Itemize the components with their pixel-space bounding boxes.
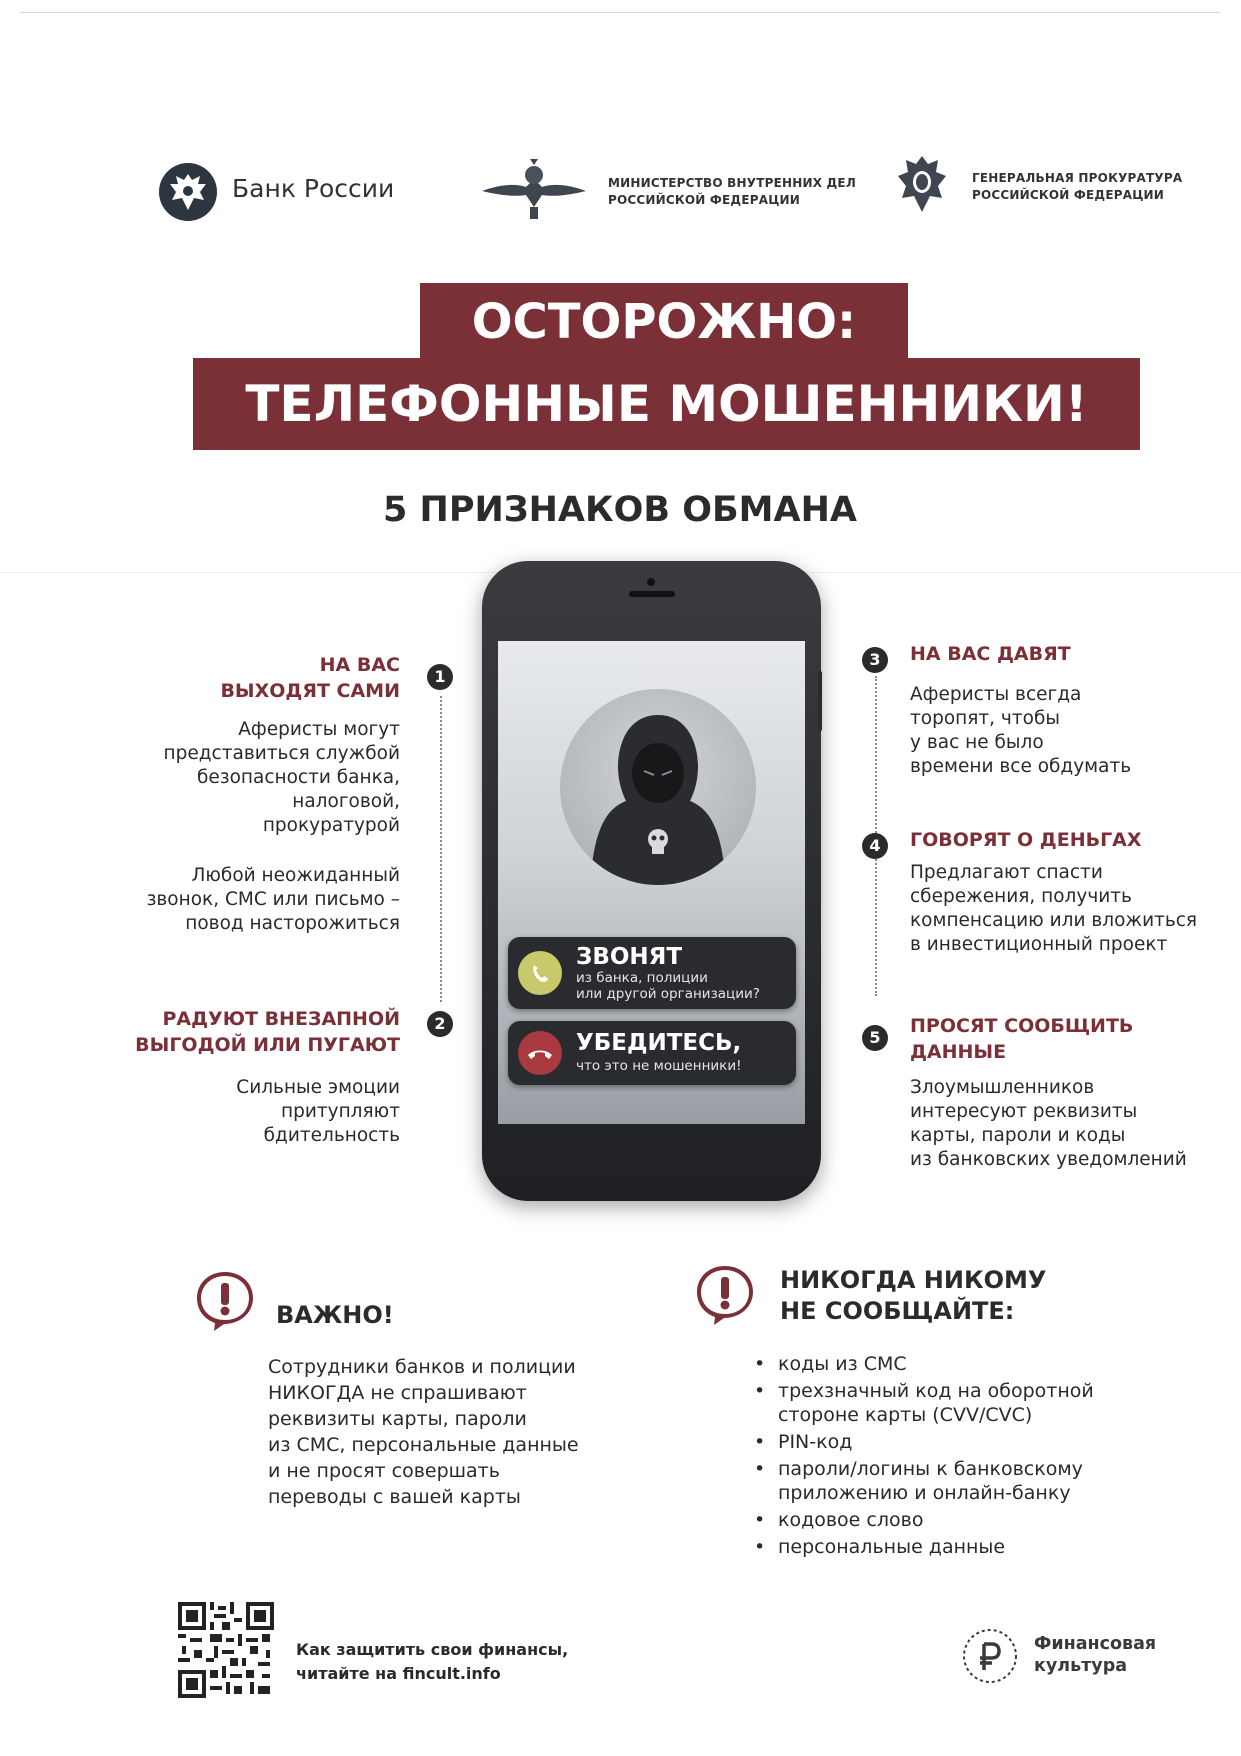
sign-3-body [910, 683, 1230, 779]
important-line: реквизиты карты, пароли [268, 1408, 527, 1430]
important-body [268, 1354, 628, 1510]
sign-5-body-line: карты, пароли и коды [910, 1125, 1126, 1146]
sign-1-body-line: налоговой, [292, 791, 400, 812]
important-line: и не просят совершать [268, 1460, 500, 1482]
list-item: • коды из СМС [752, 1352, 1152, 1376]
ruble-circle-icon [960, 1626, 1020, 1686]
list-item: • пароли/логины к банковскому приложению и онлайн-банку [752, 1457, 1152, 1505]
sign-5-heading-line1: ПРОСЯТ СООБЩИТЬ [910, 1015, 1134, 1037]
call-subtitle-line2: или другой организации? [576, 986, 760, 1002]
sign-3-number: 3 [862, 647, 888, 673]
mvd-emblem-icon [478, 155, 590, 225]
sign-4-heading: ГОВОРЯТ О ДЕНЬГАХ [910, 829, 1142, 851]
scan-edge-line [20, 12, 1220, 13]
sign-1-note [40, 864, 400, 936]
sign-5-body [910, 1076, 1230, 1172]
sign-3-body-line: времени все обдумать [910, 756, 1132, 777]
list-item: • кодовое слово [752, 1508, 1152, 1532]
sign-2-heading-line1: РАДУЮТ ВНЕЗАПНОЙ [162, 1008, 400, 1030]
answer-call-button[interactable] [518, 951, 562, 995]
phone-answer-icon [518, 951, 562, 995]
footer-line1: Как защитить свои финансы, [296, 1640, 569, 1659]
title-line2: ТЕЛЕФОННЫЕ МОШЕННИКИ! [245, 375, 1088, 433]
list-item: • трехзначный код на оборотной стороне карты (CVV/CVC) [752, 1379, 1152, 1427]
sign-3-heading: НА ВАС ДАВЯТ [910, 643, 1071, 665]
sign-1-body-line: безопасности банка, [196, 767, 400, 788]
sign-4-body-line: компенсацию или вложиться [910, 910, 1198, 931]
verify-subtitle: что это не мошенники! [576, 1058, 742, 1074]
decline-call-button[interactable] [518, 1031, 562, 1075]
important-line: из СМС, персональные данные [268, 1434, 579, 1456]
never-list [752, 1352, 1152, 1562]
qr-code[interactable] [178, 1602, 274, 1698]
phone-illustration [482, 561, 821, 1201]
sign-1-body-line: представиться службой [163, 743, 400, 764]
sign-5-body-line: интересуют реквизиты [910, 1101, 1138, 1122]
sign-2-body-line: бдительность [263, 1125, 400, 1146]
sign-1-body-line: прокуратурой [262, 815, 400, 836]
title-line1: ОСТОРОЖНО: [471, 294, 857, 350]
sign-3-body-line: у вас не было [910, 732, 1044, 753]
important-line: НИКОГДА не спрашивают [268, 1382, 527, 1404]
sign-5-body-line: Злоумышленников [910, 1077, 1095, 1098]
mvd-name-line1: МИНИСТЕРСТВО ВНУТРЕННИХ ДЕЛ [608, 176, 857, 190]
sign-1-heading-line2: ВЫХОДЯТ САМИ [220, 680, 400, 702]
call-subtitle-line1: из банка, полиции [576, 970, 708, 986]
fincult-line2: культура [1034, 1656, 1128, 1676]
phone-decline-icon [518, 1031, 562, 1075]
fincult-logo [960, 1624, 1180, 1688]
important-line: Сотрудники банков и полиции [268, 1356, 576, 1378]
title-line1-banner [420, 283, 908, 361]
sign-2-number: 2 [427, 1011, 453, 1037]
list-item: • PIN-код [752, 1430, 1152, 1454]
sign-5-number: 5 [862, 1025, 888, 1051]
important-line: переводы с вашей карты [268, 1486, 521, 1508]
sign-4-body-line: в инвестиционный проект [910, 934, 1168, 955]
sign-4-body [910, 861, 1230, 957]
sign-4-number: 4 [862, 833, 888, 859]
sign-5-heading-line2: ДАННЫЕ [910, 1041, 1007, 1063]
phone-camera [647, 578, 655, 586]
sign-1-heading-line1: НА ВАС [319, 654, 400, 676]
important-heading: ВАЖНО! [276, 1301, 394, 1329]
sign-1-body-line: Аферисты могут [238, 719, 400, 740]
prosecutor-emblem-icon [892, 152, 952, 224]
footer-line2[interactable]: читайте на fincult.info [296, 1664, 501, 1683]
never-heading-line2: НЕ СООБЩАЙТЕ: [780, 1297, 1015, 1325]
sign-2-heading-line2: ВЫГОДОЙ ИЛИ ПУГАЮТ [135, 1034, 400, 1056]
verify-card [508, 1021, 796, 1085]
title-line2-banner [193, 358, 1140, 450]
sign-1-note-line: звонок, СМС или письмо – [146, 889, 400, 910]
phone-side-button [818, 671, 822, 731]
sign-2-body [40, 1076, 400, 1148]
subtitle: 5 ПРИЗНАКОВ ОБМАНА [383, 490, 857, 530]
mvd-logo [478, 155, 858, 227]
footer-text [296, 1638, 616, 1686]
fincult-line1: Финансовая [1034, 1634, 1157, 1654]
bank-of-russia-logo [158, 160, 418, 224]
sign-1-note-line: Любой неожиданный [191, 865, 400, 886]
sign-4-body-line: Предлагают спасти [910, 862, 1103, 883]
bank-name: Банк России [232, 174, 395, 203]
sign-2-body-line: притупляют [281, 1101, 400, 1122]
hooded-hacker-icon [560, 689, 756, 885]
verify-title: УБЕДИТЕСЬ, [576, 1030, 742, 1056]
sign-1-body [40, 718, 400, 838]
sign-3-body-line: Аферисты всегда [910, 684, 1082, 705]
phone-screen [498, 641, 805, 1124]
prosecutor-name-line1: ГЕНЕРАЛЬНАЯ ПРОКУРАТУРА [972, 171, 1183, 185]
incoming-call-card [508, 937, 796, 1009]
sign-5-body-line: из банковских уведомлений [910, 1149, 1187, 1170]
list-item: • персональные данные [752, 1535, 1152, 1559]
caller-avatar [560, 689, 756, 885]
sign-3-body-line: торопят, чтобы [910, 708, 1060, 729]
prosecutor-logo [892, 152, 1192, 226]
sign-2-body-line: Сильные эмоции [236, 1077, 400, 1098]
mvd-name-line2: РОССИЙСКОЙ ФЕДЕРАЦИИ [608, 193, 801, 207]
sign-4-body-line: сбережения, получить [910, 886, 1132, 907]
exclamation-bubble-icon [692, 1262, 758, 1328]
left-dotted-line [440, 696, 442, 1002]
qr-code-icon [178, 1602, 274, 1698]
double-headed-eagle-icon [158, 162, 218, 222]
never-heading-line1: НИКОГДА НИКОМУ [780, 1266, 1047, 1294]
phone-speaker [629, 591, 675, 597]
prosecutor-name-line2: РОССИЙСКОЙ ФЕДЕРАЦИИ [972, 188, 1165, 202]
sign-1-note-line: повод насторожиться [185, 913, 400, 934]
call-title: ЗВОНЯТ [576, 944, 683, 970]
sign-1-number: 1 [427, 664, 453, 690]
exclamation-bubble-icon [192, 1268, 258, 1334]
